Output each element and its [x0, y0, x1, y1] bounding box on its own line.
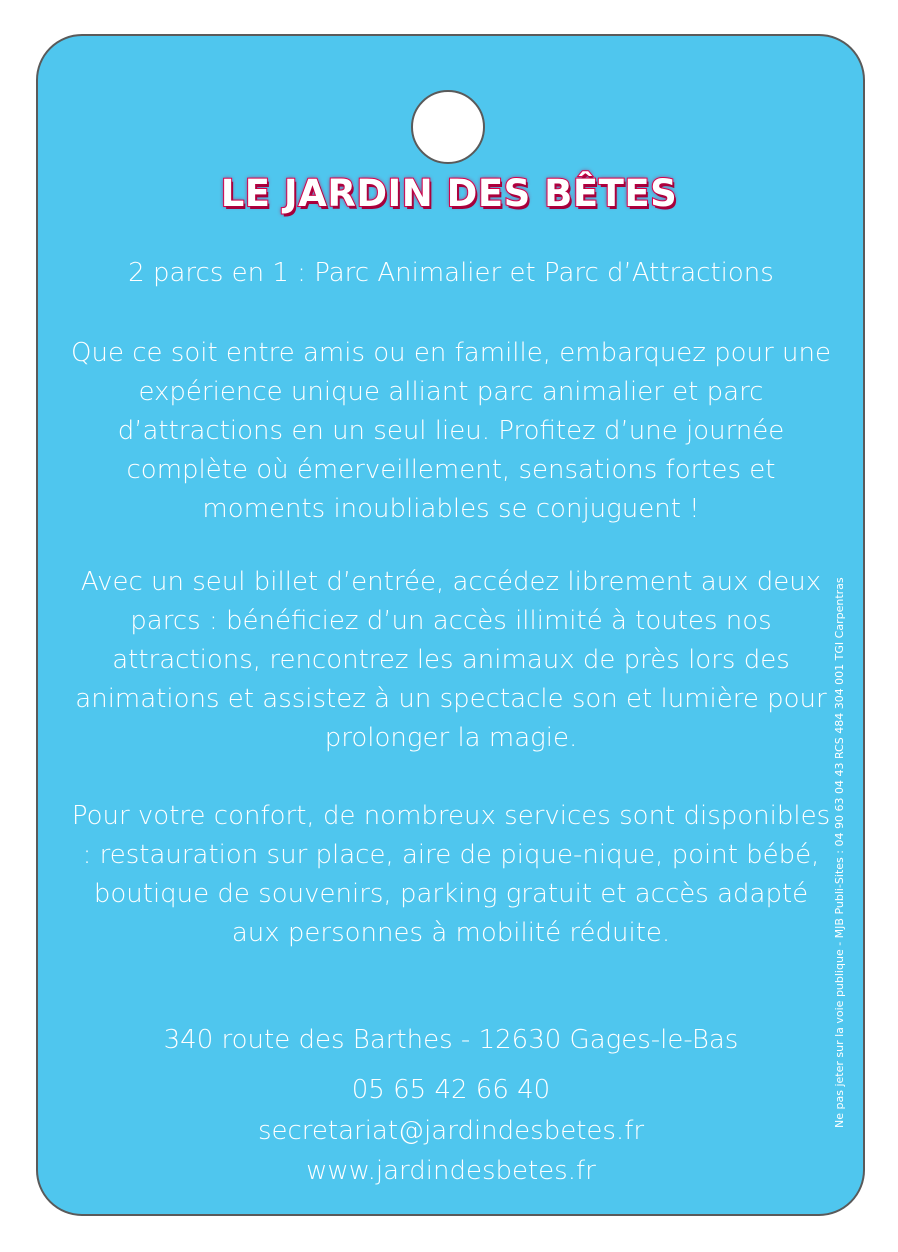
website-url: www.jardindesbetes.fr — [306, 1156, 596, 1186]
ticket-paragraph: Avec un seul billet d’entrée, accédez librement aux deux parcs : bénéficiez d’un accès illimité à toutes nos attractions, rencontrez les animaux de près lors des animations et assistez à un spectacle son et lumière pour prolonger la magie. — [75, 567, 827, 753]
services-paragraph: Pour votre confort, de nombreux services sont disponibles : restauration sur place, aire de pique-nique, point bébé, boutique de souvenirs, parking gratuit et accès adapté aux personnes à mobilité réduite. — [71, 801, 831, 948]
hanger-hole — [411, 90, 485, 164]
legal-notice-vertical: Ne pas jeter sur la voie publique - MJB Publi-Sites : 04 90 63 04 43 RCS 484 304 001 TGI Carpentras — [833, 577, 846, 1128]
intro-paragraph: Que ce soit entre amis ou en famille, embarquez pour une expérience unique alliant parc animalier et parc d’attractions en un seul lieu. Profitez d’une journée complète où émerveillement, sensations fortes et moments inoubliables se conjuguent ! — [71, 338, 831, 524]
email-address: secretariat@jardindesbetes.fr — [257, 1116, 645, 1146]
phone-number: 05 65 42 66 40 — [351, 1075, 551, 1105]
tagline: 2 parcs en 1 : Parc Animalier et Parc d’Attractions — [128, 258, 774, 288]
address: 340 route des Barthes - 12630 Gages-le-Bas — [163, 1025, 739, 1055]
park-logo: LE JARDIN DES BÊTES — [220, 172, 678, 215]
